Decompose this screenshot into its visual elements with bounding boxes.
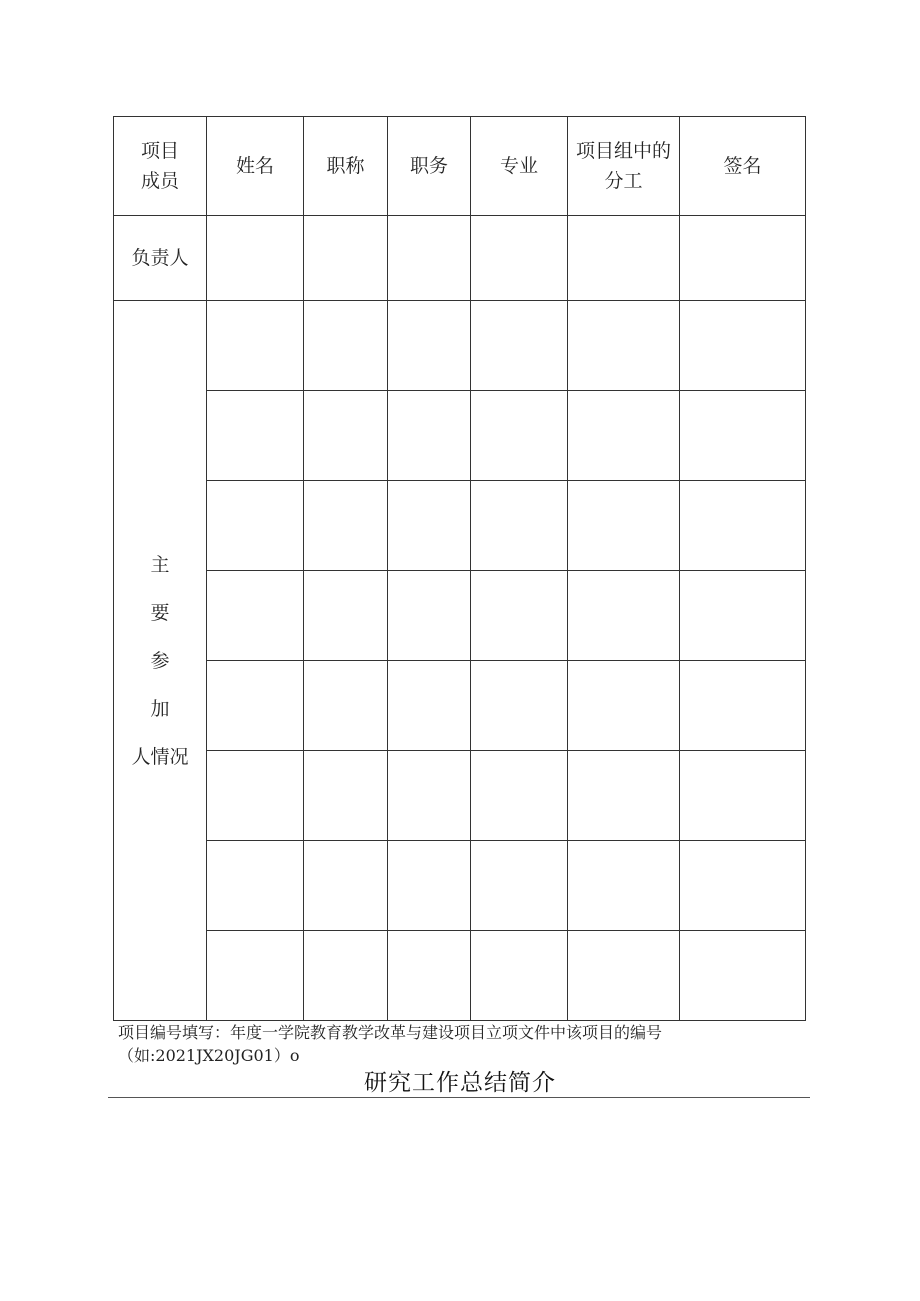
participant-major-cell[interactable]: [471, 661, 568, 751]
participant-role-cell[interactable]: [568, 391, 680, 481]
participant-title-cell[interactable]: [304, 301, 388, 391]
header-project-members: [114, 117, 207, 216]
lead-position-cell[interactable]: [388, 216, 471, 301]
participant-position-cell[interactable]: [388, 301, 471, 391]
participant-name-cell[interactable]: [207, 391, 304, 481]
participant-role-cell[interactable]: [568, 301, 680, 391]
participants-label-line4: 加: [150, 697, 170, 720]
header-name: 姓名: [207, 117, 304, 216]
participant-row: [114, 391, 806, 481]
participant-row: [114, 481, 806, 571]
lead-role-cell[interactable]: [568, 216, 680, 301]
participant-role-cell[interactable]: [568, 571, 680, 661]
participant-name-cell[interactable]: [207, 481, 304, 571]
participants-label-line3: 参: [150, 649, 170, 672]
lead-title-cell[interactable]: [304, 216, 388, 301]
lead-label: 负责人: [114, 216, 207, 301]
participant-row: [114, 751, 806, 841]
participant-signature-cell[interactable]: [680, 481, 806, 571]
participant-position-cell[interactable]: [388, 481, 471, 571]
participant-position-cell[interactable]: [388, 751, 471, 841]
header-role: [568, 117, 680, 216]
participant-row: [114, 571, 806, 661]
participant-name-cell[interactable]: [207, 841, 304, 931]
participant-role-cell[interactable]: [568, 841, 680, 931]
participant-signature-cell[interactable]: [680, 571, 806, 661]
header-role-line2: 分工: [604, 170, 643, 192]
participant-role-cell[interactable]: [568, 661, 680, 751]
participant-major-cell[interactable]: [471, 391, 568, 481]
header-project-members-line2: 成员: [140, 170, 179, 192]
header-major: 专业: [471, 117, 568, 216]
participant-name-cell[interactable]: [207, 931, 304, 1021]
header-position: 职务: [388, 117, 471, 216]
participants-label-line5: 人情况: [131, 745, 189, 768]
lead-signature-cell[interactable]: [680, 216, 806, 301]
footnote-line1: 项目编号填写：年度一学院教育教学改革与建设项目立项文件中该项目的编号: [118, 1023, 663, 1042]
participant-row: [114, 661, 806, 751]
participant-name-cell[interactable]: [207, 571, 304, 661]
participant-name-cell[interactable]: [207, 661, 304, 751]
participant-position-cell[interactable]: [388, 841, 471, 931]
participant-signature-cell[interactable]: [680, 301, 806, 391]
participant-position-cell[interactable]: [388, 661, 471, 751]
participant-signature-cell[interactable]: [680, 391, 806, 481]
participant-position-cell[interactable]: [388, 391, 471, 481]
participant-title-cell[interactable]: [304, 931, 388, 1021]
participant-row: [114, 931, 806, 1021]
lead-row: [114, 216, 806, 301]
footnote-line2: （如:2021JX20JG01）o: [118, 1046, 300, 1065]
header-title: 职称: [304, 117, 388, 216]
participant-title-cell[interactable]: [304, 751, 388, 841]
project-members-table: [113, 116, 806, 1021]
participant-title-cell[interactable]: [304, 481, 388, 571]
participant-signature-cell[interactable]: [680, 751, 806, 841]
participant-role-cell[interactable]: [568, 751, 680, 841]
lead-name-cell[interactable]: [207, 216, 304, 301]
participant-title-cell[interactable]: [304, 571, 388, 661]
header-project-members-line1: 项目: [140, 139, 179, 162]
participant-title-cell[interactable]: [304, 391, 388, 481]
participant-position-cell[interactable]: [388, 571, 471, 661]
participant-title-cell[interactable]: [304, 661, 388, 751]
participant-name-cell[interactable]: [207, 751, 304, 841]
participant-title-cell[interactable]: [304, 841, 388, 931]
participant-name-cell[interactable]: [207, 301, 304, 391]
participants-label: [114, 301, 207, 1021]
participant-role-cell[interactable]: [568, 931, 680, 1021]
section-divider: [108, 1097, 810, 1098]
participant-major-cell[interactable]: [471, 841, 568, 931]
participant-major-cell[interactable]: [471, 301, 568, 391]
participant-major-cell[interactable]: [471, 751, 568, 841]
participant-signature-cell[interactable]: [680, 841, 806, 931]
participant-major-cell[interactable]: [471, 571, 568, 661]
participants-label-line2: 要: [150, 601, 170, 624]
project-number-footnote: [118, 1021, 818, 1067]
participant-major-cell[interactable]: [471, 931, 568, 1021]
section-title: 研究工作总结简介: [364, 1070, 556, 1096]
header-signature: 签名: [680, 117, 806, 216]
participant-major-cell[interactable]: [471, 481, 568, 571]
participant-signature-cell[interactable]: [680, 661, 806, 751]
participant-position-cell[interactable]: [388, 931, 471, 1021]
participant-row: [114, 301, 806, 391]
header-role-line1: 项目组中的: [575, 139, 671, 162]
participants-label-line1: 主: [150, 553, 170, 576]
lead-major-cell[interactable]: [471, 216, 568, 301]
participant-signature-cell[interactable]: [680, 931, 806, 1021]
participant-role-cell[interactable]: [568, 481, 680, 571]
header-row: [114, 117, 806, 216]
participant-row: [114, 841, 806, 931]
